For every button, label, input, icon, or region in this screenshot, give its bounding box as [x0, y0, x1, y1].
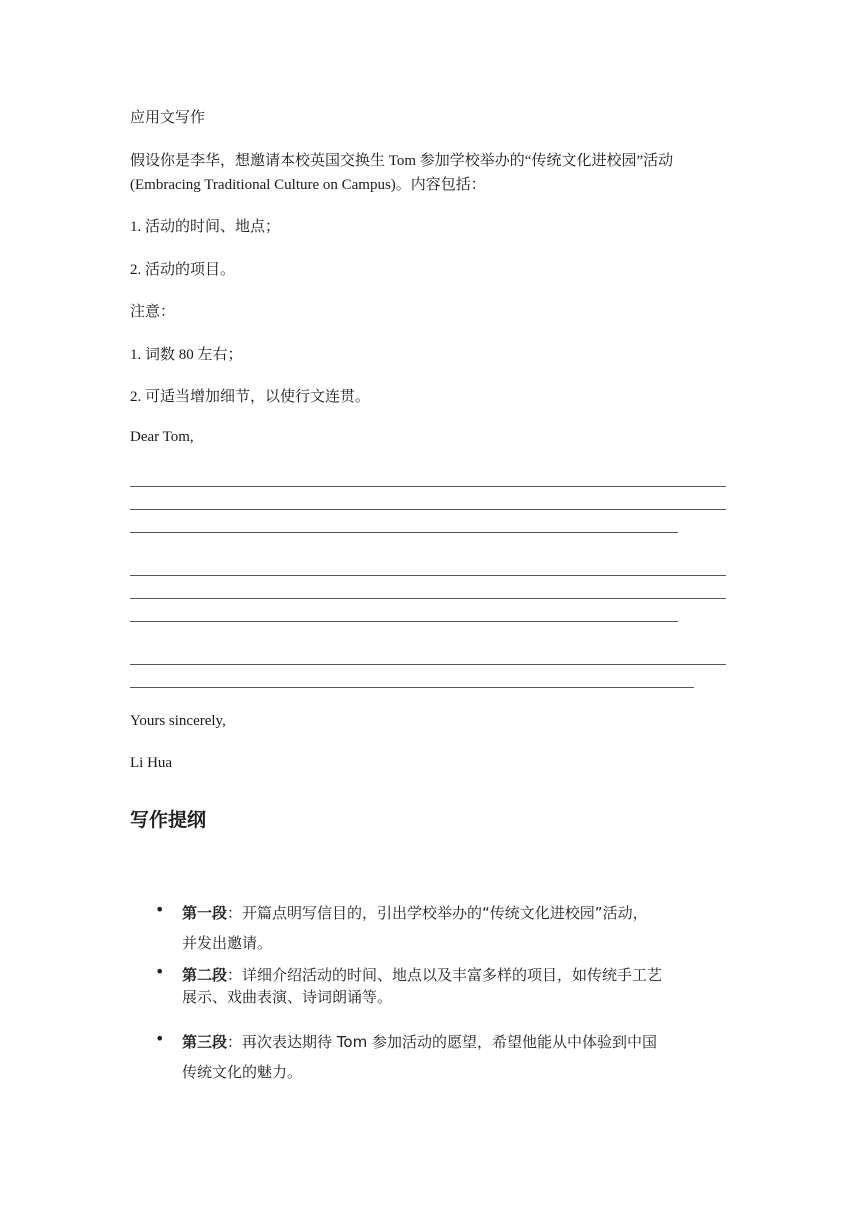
answer-blank-line[interactable] [130, 532, 678, 533]
notice-item-1: 1. 词数 80 左右； [130, 347, 243, 363]
prompt-line-1: 假设你是李华，想邀请本校英国交换生 Tom 参加学校举办的“传统文化进校园”活动 [130, 153, 674, 169]
answer-blank-line[interactable] [130, 687, 694, 688]
outline-item-text-cont: 传统文化的魅力。 [182, 1063, 303, 1081]
answer-blank-line[interactable] [130, 486, 726, 487]
outline-item-text: 详细介绍活动的时间、地点以及丰富多样的项目，如传统手工艺 [242, 966, 663, 984]
bullet-icon: • [155, 1029, 165, 1048]
answer-blank-line[interactable] [130, 598, 726, 599]
notice-label: 注意： [130, 304, 176, 320]
doc-title: 应用文写作 [130, 110, 206, 126]
notice-item-2: 2. 可适当增加细节，以使行文连贯。 [130, 389, 371, 405]
bullet-icon: • [155, 900, 165, 919]
content-item-1: 1. 活动的时间、地点； [130, 219, 281, 235]
prompt-line-2: (Embracing Traditional Culture on Campus)。内容包括： [130, 177, 486, 193]
outline-item-label: 第一段 [182, 904, 228, 922]
bullet-icon: • [155, 962, 165, 981]
outline-heading: 写作提纲 [130, 809, 207, 831]
letter-greeting: Dear Tom, [130, 429, 194, 445]
outline-item-text-cont: 展示、戏曲表演、诗词朗诵等。 [182, 988, 393, 1006]
answer-blank-line[interactable] [130, 621, 678, 622]
answer-blank-line[interactable] [130, 575, 726, 576]
answer-blank-line[interactable] [130, 664, 726, 665]
answer-blank-line[interactable] [130, 509, 726, 510]
letter-signature: Li Hua [130, 755, 173, 771]
outline-item-text: 开篇点明写信目的，引出学校举办的“传统文化进校园”活动， [242, 904, 648, 922]
content-item-2: 2. 活动的项目。 [130, 262, 236, 278]
letter-closing: Yours sincerely, [130, 713, 226, 729]
outline-item-text: 再次表达期待 Tom 参加活动的愿望，希望他能从中体验到中国 [242, 1033, 657, 1051]
outline-item-label: 第二段 [182, 966, 228, 984]
document-page: 应用文写作 假设你是李华，想邀请本校英国交换生 Tom 参加学校举办的“传统文化进校园”活动 (Embracing Traditional Culture on Campus)。内容包括： 1. 活动的时间、地点； 2. 活动的项目。 注意： 1. 词数 80 左右； 2. 可适当增加细节，以使行文连贯。 Dear Tom, Yours sincerely, Li Hua 写作提纲 • 第一段：开篇点明写信目的，引出学校举办的“传统文化进校园”活动， 并发出邀请。 • 第二段：详细介绍活动的时间、地点以及丰富多样的项目，如传统手工艺 展示、戏曲表演、诗词朗诵等。 • 第三段：再次表达期待 Tom 参加活动的愿望，希望他能从中体验到中国 传统文化的魅力。 [0, 0, 860, 1216]
outline-item-label: 第三段 [182, 1033, 228, 1051]
outline-item-text-cont: 并发出邀请。 [182, 934, 273, 952]
